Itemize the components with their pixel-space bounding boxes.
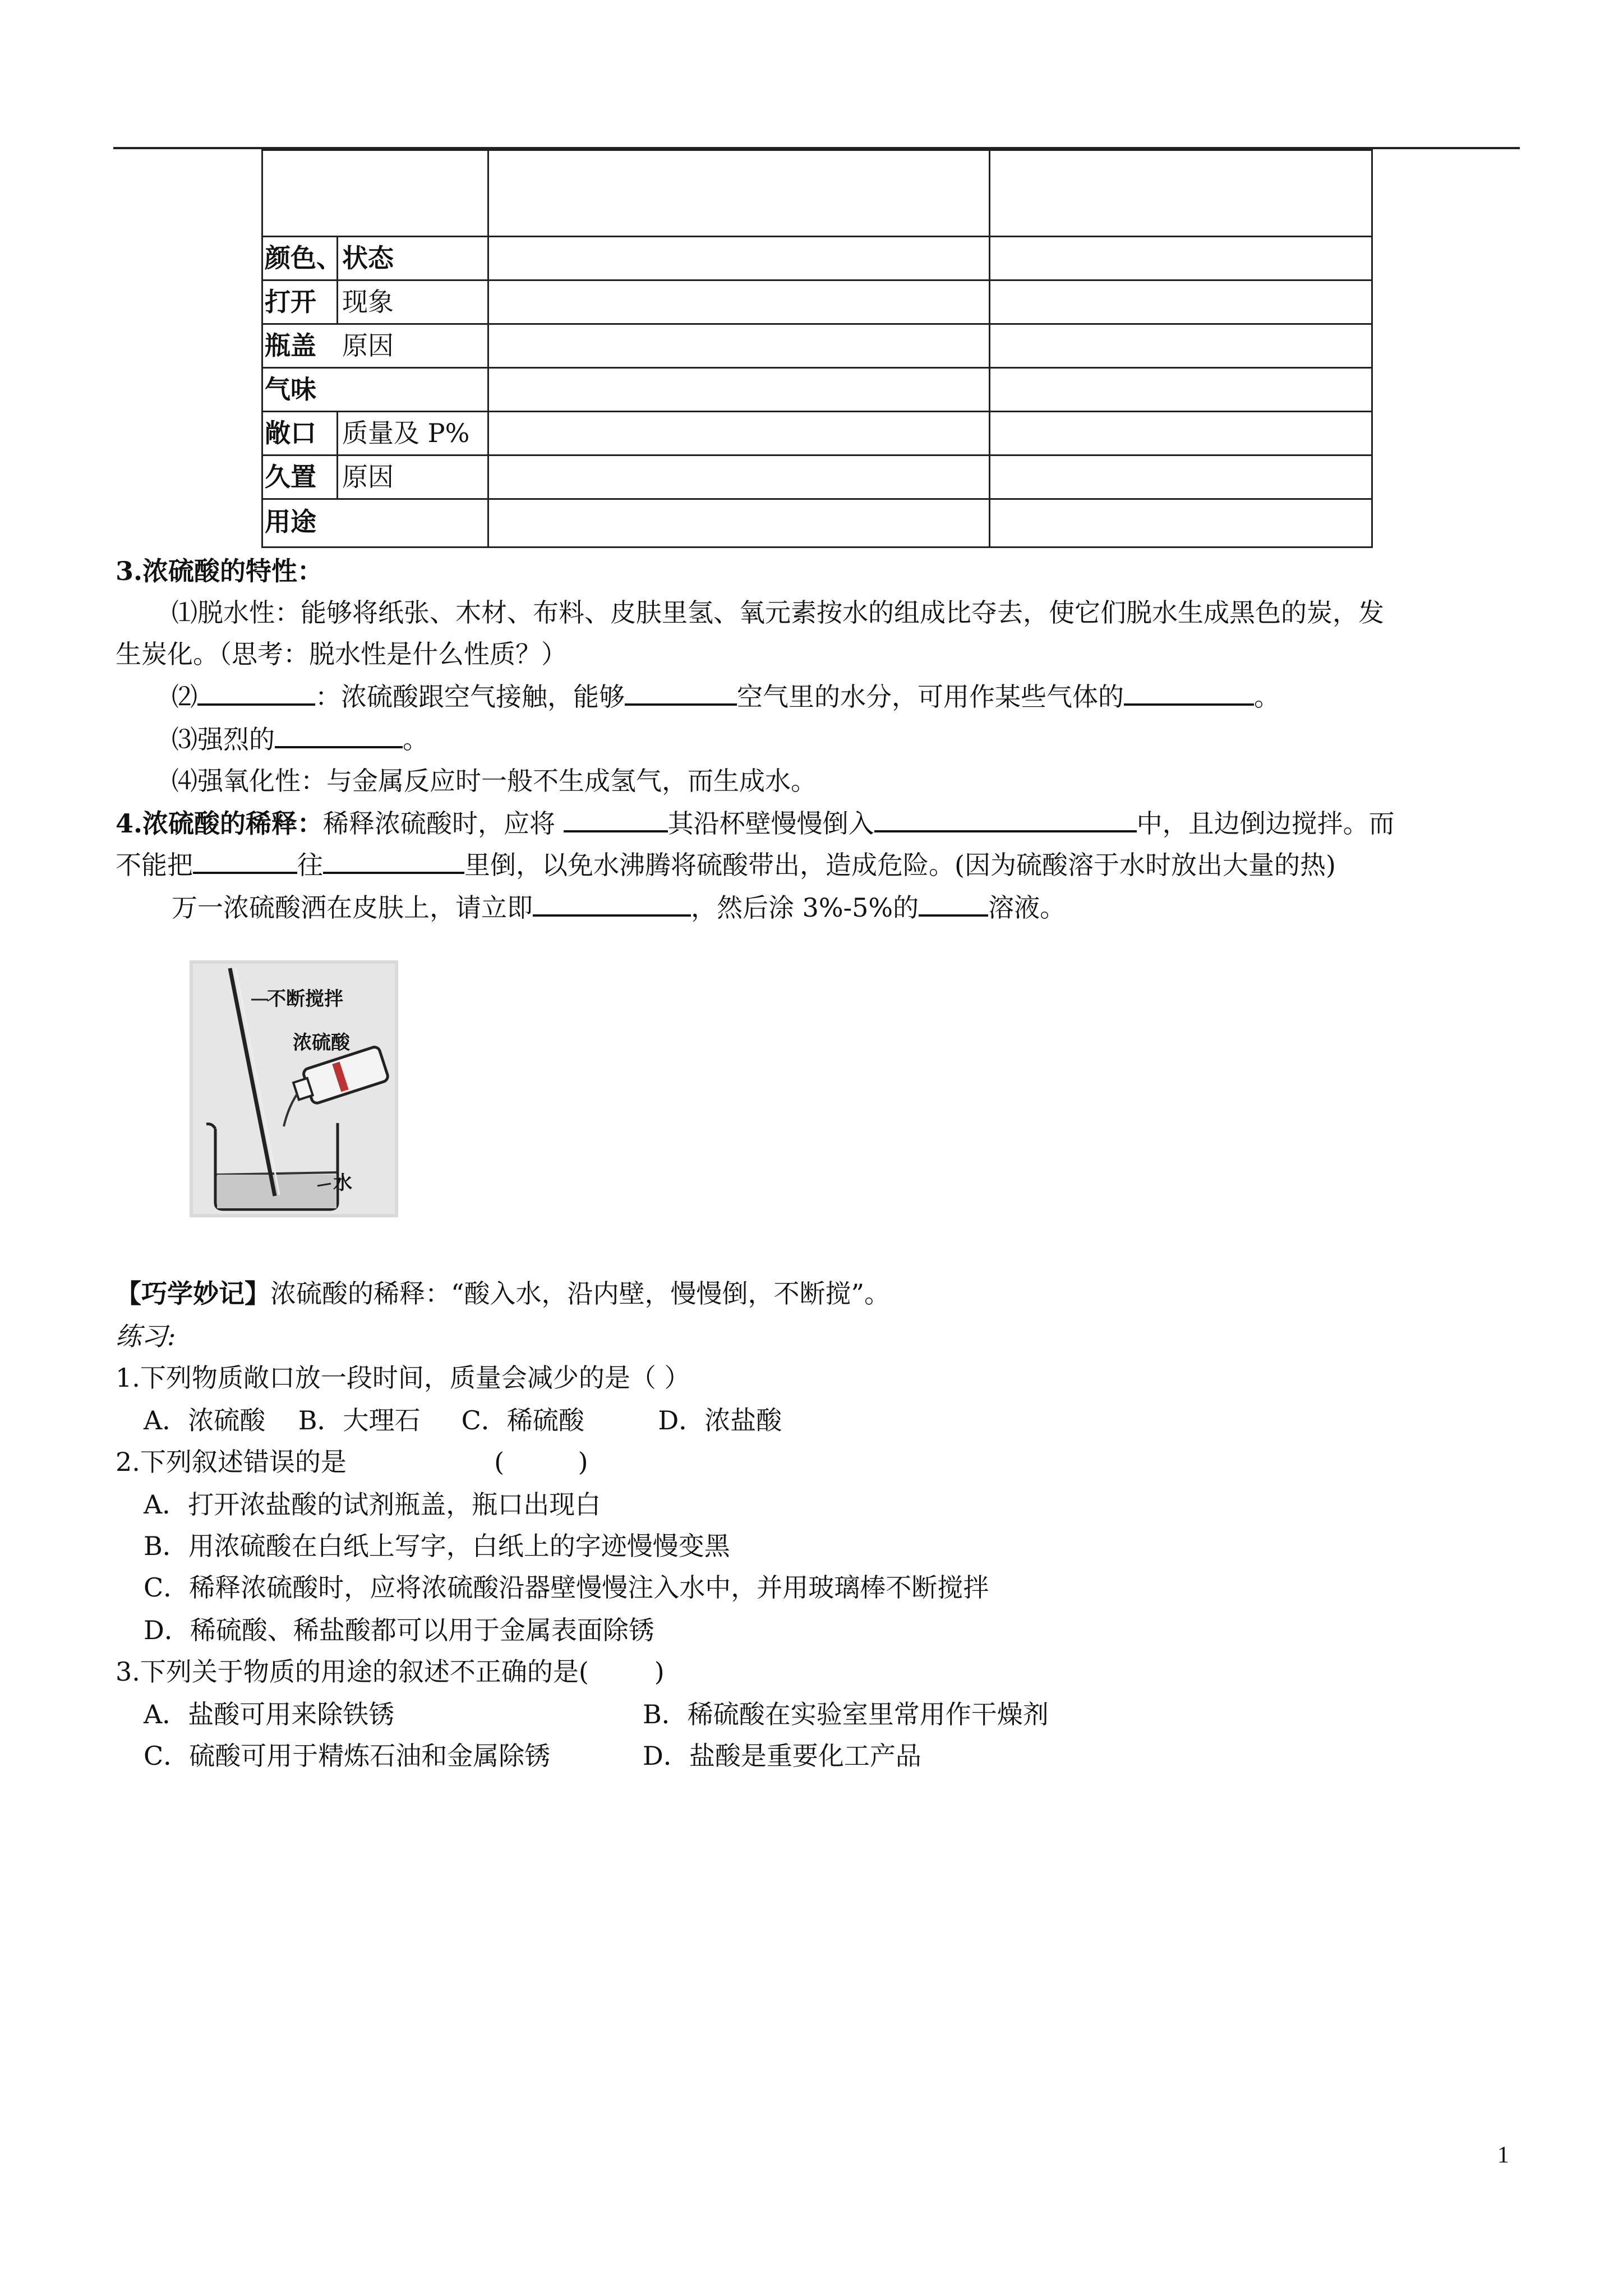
s4-text-5: 往 (297, 850, 323, 880)
table-divider-1 (487, 149, 489, 548)
question-3-stem: 3.下列关于物质的用途的叙述不正确的是( ) (116, 1657, 665, 1687)
table-divider-2 (989, 149, 990, 548)
section4-line3 (172, 890, 1066, 924)
table-line (261, 323, 1373, 325)
blank-solution[interactable] (919, 890, 988, 917)
table-line (261, 454, 1373, 456)
row-sub-label: 原因 (342, 462, 394, 492)
blank-not-pour-into[interactable] (323, 847, 464, 874)
question-3-option-b[interactable]: B．稀硫酸在实验室里常用作干燥剂 (643, 1699, 1049, 1729)
s4-text-3: 中，且边倒边搅拌。而 (1136, 808, 1395, 839)
question-1-options[interactable]: A．浓硫酸 B．大理石 C．稀硫酸 D．浓盐酸 (144, 1405, 782, 1435)
row-label: 用途 (265, 507, 316, 537)
row-label: 颜色、状态 (265, 243, 394, 273)
p3-end: 。 (403, 724, 428, 754)
s4-text-7: 万一浓硫酸洒在皮肤上，请立即 (172, 892, 533, 923)
p2-text-1: ：浓硫酸跟空气接触，能够 (315, 682, 625, 712)
question-2-option-d[interactable]: D．稀硫酸、稀盐酸都可以用于金属表面除锈 (144, 1615, 654, 1645)
row-label: 敞口 (265, 418, 316, 448)
section3-p1-line2: 生炭化。（思考：脱水性是什么性质？） (116, 639, 567, 669)
table-line (261, 411, 1373, 412)
table-line (261, 546, 1373, 548)
row-sub-label: 现象 (342, 287, 394, 317)
question-2-option-c[interactable]: C．稀释浓硫酸时，应将浓硫酸沿器壁慢慢注入水中，并用玻璃棒不断搅拌 (144, 1572, 989, 1603)
section4-line1 (116, 806, 1395, 840)
section3-p2 (172, 679, 1280, 714)
blank-not-pour-what[interactable] (193, 847, 297, 874)
label-water: 水 (333, 1172, 352, 1194)
row-sub-label: 原因 (342, 330, 394, 361)
table-border-left (261, 149, 263, 548)
table-border-right (1371, 149, 1373, 548)
question-1-stem: 1.下列物质敞口放一段时间，质量会减少的是（ ） (116, 1363, 690, 1393)
blank-pour-into[interactable] (874, 806, 1137, 832)
table-line (261, 367, 1373, 369)
table-line (261, 498, 1373, 500)
blank-immediately[interactable] (533, 890, 691, 917)
section4-line2 (116, 847, 1336, 882)
section3-p3 (172, 721, 428, 756)
mnemonic-tag: 【巧学妙记】 (116, 1278, 270, 1309)
table-line (261, 236, 1373, 237)
beaker-illustration (190, 960, 398, 1217)
mnemonic-text: 浓硫酸的稀释：“酸入水，沿内壁，慢慢倒，不断搅”。 (270, 1278, 891, 1309)
question-2-option-b[interactable]: B．用浓硫酸在白纸上写字，白纸上的字迹慢慢变黑 (144, 1531, 730, 1561)
section4-title: 4.浓硫酸的稀释： (116, 808, 324, 839)
question-3-option-d[interactable]: D．盐酸是重要化工产品 (643, 1741, 921, 1771)
exercise-title: 练习: (116, 1321, 176, 1351)
blank-property[interactable] (197, 679, 315, 706)
blank-strong[interactable] (275, 721, 403, 748)
section3-p4: ⑷强氧化性：与金属反应时一般不生成氢气，而生成水。 (172, 766, 817, 796)
question-2-stem: 2.下列叙述错误的是 ( ) (116, 1447, 588, 1477)
row-label: 久置 (265, 462, 316, 492)
table-line (261, 149, 1373, 151)
blank-pour-what[interactable] (564, 806, 668, 832)
table-line (261, 279, 1373, 281)
s4-text-2: 其沿杯壁慢慢倒入 (667, 808, 874, 839)
row-label: 气味 (265, 374, 316, 404)
row-sub-label: 质量及 P% (342, 418, 470, 448)
row-label: 打开 (265, 287, 316, 317)
p2-text-2: 空气里的水分，可用作某些气体的 (737, 682, 1124, 712)
properties-table (261, 149, 1373, 548)
s4-text-6: 里倒，以免水沸腾将硫酸带出，造成危险。(因为硫酸溶于水时放出大量的热) (464, 850, 1336, 880)
p3-text: ⑶强烈的 (172, 724, 275, 754)
row-label: 瓶盖 (265, 330, 316, 361)
p2-text-3: 。 (1254, 682, 1280, 712)
page-number: 1 (1497, 2142, 1509, 2168)
mnemonic (116, 1277, 890, 1310)
s4-text-8: ，然后涂 3%-5%的 (691, 892, 919, 923)
label-stir: 不断搅拌 (267, 988, 343, 1010)
question-3-option-a[interactable]: A．盐酸可用来除铁锈 (144, 1699, 395, 1729)
s4-text-9: 溶液。 (988, 892, 1066, 923)
question-3-option-c[interactable]: C．硫酸可用于精炼石油和金属除锈 (144, 1741, 551, 1771)
section3-title: 3.浓硫酸的特性： (116, 556, 324, 586)
s4-text-4: 不能把 (116, 850, 193, 880)
section3-p1-line1: ⑴脱水性：能够将纸张、木材、布料、皮肤里氢、氧元素按水的组成比夺去，使它们脱水生成黑色的炭，发 (172, 597, 1384, 628)
s4-text-1: 稀释浓硫酸时，应将 (323, 808, 564, 839)
blank-use[interactable] (1124, 679, 1254, 706)
dilution-figure (190, 960, 398, 1217)
blank-absorb[interactable] (625, 679, 737, 706)
question-2-option-a[interactable]: A．打开浓盐酸的试剂瓶盖，瓶口出现白 (144, 1489, 601, 1520)
p2-number: ⑵ (172, 682, 197, 712)
label-acid: 浓硫酸 (293, 1032, 350, 1054)
